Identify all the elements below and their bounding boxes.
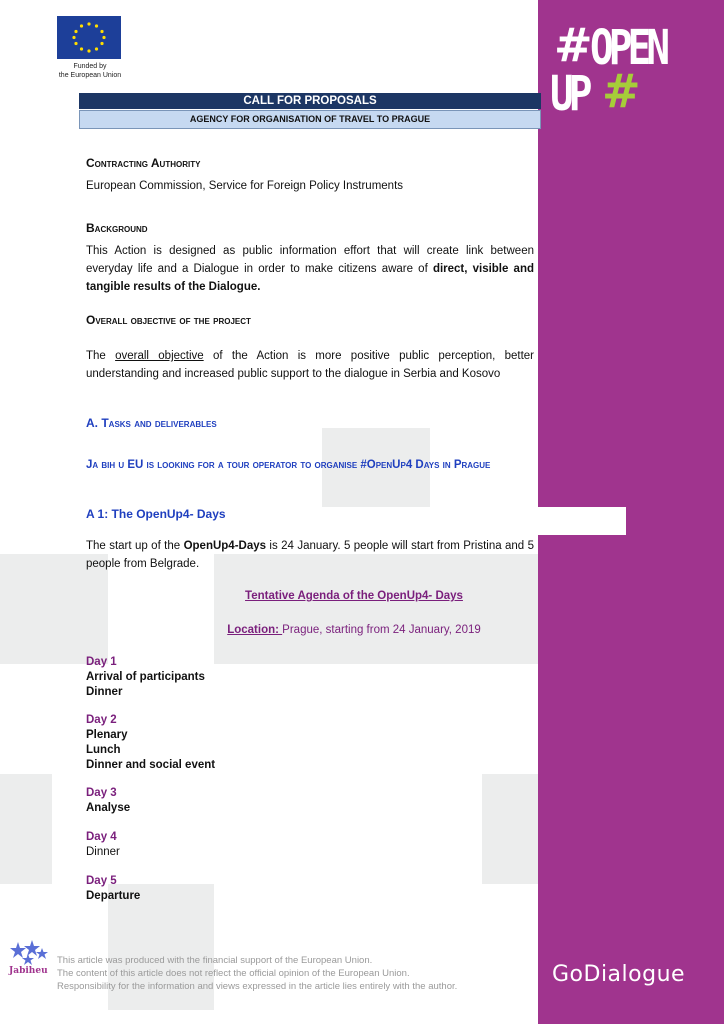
decor-block-5 — [482, 774, 538, 884]
tasks-subheading: Ja bih u EU is looking for a tour operator to organise #OpenUp4 Days in Prague — [86, 459, 491, 471]
a1-body: The start up of the OpenUp4-Days is 24 January. 5 people will start from Pristina and 5 people from Belgrade. — [86, 540, 534, 570]
day-5-label: Day 5 — [86, 875, 117, 887]
eu-funding-caption: Funded by the European Union — [58, 63, 122, 79]
logo-open-text: OPEN — [590, 20, 666, 76]
tasks-heading: A. Tasks and deliverables — [86, 416, 217, 430]
decor-block-4 — [0, 774, 52, 884]
background-body: This Action is designed as public information effort that will create link between everyday life and a Dialogue in order to make citizens aware of direct, visible and tangible results of the Dialogue. — [86, 245, 534, 293]
day-4-item: Dinner — [86, 846, 120, 858]
overall-objective-heading: Overall objective of the project — [86, 313, 251, 327]
logo-green-hash-glyph: # — [602, 64, 641, 118]
day-3-label: Day 3 — [86, 787, 117, 799]
day-1-label: Day 1 — [86, 656, 117, 668]
eu-flag-icon — [57, 16, 121, 59]
jabiheu-logo-text: Jabiheu — [9, 966, 48, 976]
day-1-item: Arrival of participants — [86, 671, 205, 683]
location-label: Location: — [227, 624, 283, 636]
day-1-item: Dinner — [86, 686, 123, 698]
day-2-item: Plenary — [86, 729, 128, 741]
godialogue-brand: GoDialogue — [552, 962, 686, 987]
agenda-title: Tentative Agenda of the OpenUp4- Days — [245, 590, 463, 602]
day-5-item: Departure — [86, 890, 141, 902]
footer-disclaimer: This article was produced with the financial support of the European Union. The content of this article does not reflect the official opinion of the European Union. Responsibility for the information and views expressed in the article lies entirely with the author. — [57, 955, 458, 992]
document-subtitle: AGENCY FOR ORGANISATION OF TRAVEL TO PRAGUE — [79, 110, 541, 129]
openup-logo — [546, 12, 696, 122]
agenda-location — [86, 624, 622, 636]
location-value: Prague, starting from 24 January, 2019 — [282, 624, 481, 636]
day-3-item: Analyse — [86, 802, 131, 814]
overall-objective-link: overall objective — [115, 350, 204, 362]
contracting-authority-heading: Contracting Authority — [86, 156, 201, 170]
contracting-authority-body: European Commission, Service for Foreign Policy Instruments — [86, 180, 404, 192]
a1-title: A 1: The OpenUp4- Days — [86, 507, 226, 521]
day-2-item: Dinner and social event — [86, 759, 216, 771]
background-heading: Background — [86, 221, 148, 235]
day-2-item: Lunch — [86, 744, 121, 756]
overall-objective-body: The overall objective of the Action is more positive public perception, better understanding and increased public support to the dialogue in Serbia and Kosovo — [86, 350, 535, 380]
document-title: CALL FOR PROPOSALS — [79, 93, 541, 109]
logo-up-text: UP — [550, 66, 588, 122]
day-2-label: Day 2 — [86, 714, 117, 726]
logo-hash-glyph: # — [554, 18, 591, 72]
day-4-label: Day 4 — [86, 831, 117, 843]
